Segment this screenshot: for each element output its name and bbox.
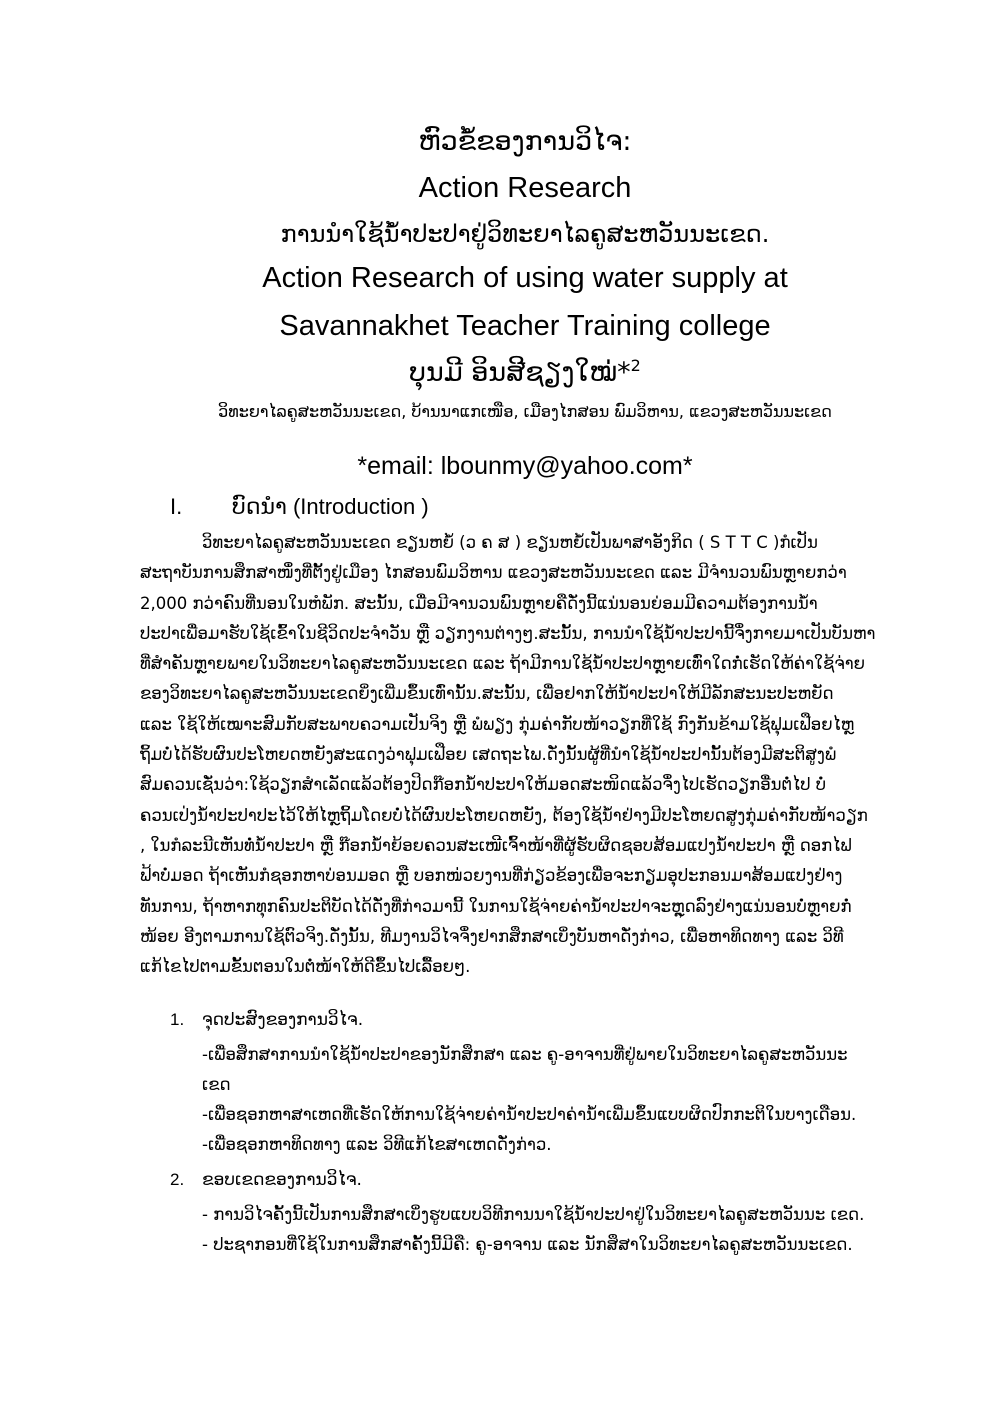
paragraph-line: ສົມຄວນເຊັ່ນວ່າ:ໃຊ້ວຽກສຳເລັດແລ້ວຕ້ອງປິດກ໊ອກນ້ຳປະປາໃຫ້ມອດສະໜິດແລ້ວຈຶ່ງໄປເຮັດວຽກອື່ນຕໍ່ໄປ ບໍ່ [140,775,827,795]
author-name-text: ບຸນມີ ອິນສີຊຽງໃໝ່* [409,357,631,388]
objectives-heading [170,1010,363,1030]
list-item: -ເພື່ອສຶກສາການນຳໃຊ້ນ້ຳປະປາຂອງນັກສຶກສາ ແລະ ຄູ-ອາຈານທີ່ຢູ່ພາຍໃນວິທະຍາໄລຄູສະຫວັນນະ [202,1045,848,1064]
section-title: ຈຸດປະສົງຂອງການວິໄຈ. [202,1010,364,1030]
list-item: - ການວິໄຈຄັ້ງນີ້ເປັນການສຶກສາເບິ່ງຮູບແບບວິທີການນາໃຊ້ນ້ຳປະປາຢູ່ໃນວິທະຍາໄລຄູສະຫວັນນະ ເຂດ. [202,1205,865,1224]
section-number: 2. [170,1170,185,1189]
paragraph-line: ແລະ ໃຊ້ໃຫ້ເໝາະສົມກັບສະພາບຄວາມເປັນຈິງ ຫຼື ພໍພຽງ ກຸ່ມຄ່າກັບໜ້າວຽກທີ່ໃຊ້ ກົງກັນຂ້າມໃຊ້ຟຸມເຟືອຍໄຫຼ [140,714,855,734]
list-item-continuation: ເຂດ [202,1075,231,1094]
paragraph-line: ທີ່ສຳຄັນຫຼາຍພາຍໃນວິທະຍາໄລຄູສະຫວັນນະເຂດ ແລະ ຖ້າມີການໃຊ້ນ້ຳປະປາຫຼາຍເທົ່າໃດກໍ່ເຮັດໃຫ້ຄ່າໃຊ້ຈ່າຍ [140,654,865,674]
paragraph-line: ວິທະຍາໄລຄູສະຫວັນນະເຂດ ຂຽນຫຍໍ້ (ວ ຄ ສ ) ຂຽນຫຍໍ້ເປັນພາສາອັງກິດ ( S T T C )ກໍເປັນ [202,533,818,552]
paragraph-line: ທັນການ, ຖ້າຫາກທຸກຄົນປະຕິບັດໄດ້ດັ່ງທີ່ກ່າວມານີ້ ໃນການໃຊ້ຈ່າຍຄ່ານ້ຳປະປາຈະຫຼຸດລົງຢ່າງແນ່ນອນບໍ່ຫຼາຍກໍ່ [140,896,852,916]
scope-heading [170,1170,362,1190]
list-item: -ເພື່ອຊອກຫາທິດທາງ ແລະ ວິທີແກ້ໄຂສາເຫດດັ່ງກ່າວ. [202,1135,552,1154]
lao-subtitle: ການນຳໃຊ້ນ້ຳປະປາຢູ່ວິທະຍາໄລຄູສະຫວັນນະເຂດ. [280,220,770,248]
introduction-paragraph [140,528,900,982]
list-item: -ເພື່ອຊອກຫາສາເຫດທີ່ເຮັດໃຫ້ການໃຊ້ຈ່າຍຄ່ານ້ຳປະປາຄ່ານ້ຳເພີ່ມຂຶ້ນແບບຜິດປົກກະຕິໃນບາງເດືອນ. [202,1105,857,1124]
paragraph-line: ຂອງວິທະຍາໄລຄູສະຫວັນນະເຂດຍິ່ງເພີ່ມຂຶ້ນເທົ່ານັ້ນ.ສະນັ້ນ, ເພື່ອຢາກໃຫ້ນ້ຳປະປາໃຫ້ມີລັກສະນະປະຫຍັດ [140,684,834,704]
paragraph-line: ຟ້າບໍ່ມອດ ຖ້າເຫັນກໍຊອກຫາບ່ອນມອດ ຫຼື ບອກໜ່ວຍງານທີ່ກ່ຽວຂ້ອງເພື່ອຈະກຽມອຸປະກອນມາສ້ອມແປງຢ່າງ [140,866,843,886]
english-subtitle-line2: Savannakhet Teacher Training college [279,310,771,342]
list-item: - ປະຊາກອນທີ່ໃຊ້ໃນການສຶກສາຄັ້ງນີ້ມີຄື: ຄູ-ອາຈານ ແລະ ນັກສຶສາໃນວິທະຍາໄລຄູສະຫວັນນະເຂດ. [202,1235,853,1254]
paragraph-line: ຄວນເປ່ງນ້ຳປະປາປະໄວ້ໃຫ້ໄຫຼຖິ້ມໂດຍບໍ່ໄດ້ຜົນປະໂຫຍດຫຍັງ, ຕ້ອງໃຊ້ນ້ຳຢ່າງມີປະໂຫຍດສູງກຸ່ມຄ່າກັບໜ້າວຽກ [140,805,868,825]
author-affiliation: ວິທະຍາໄລຄູສະຫວັນນະເຂດ, ບ້ານນາແກເໜືອ, ເມືອງໄກສອນ ພົມວິຫານ, ແຂວງສະຫວັນນະເຂດ [218,402,832,421]
author-superscript: 2 [630,356,641,375]
section-title: ຂອບເຂດຂອງການວິໄຈ. [202,1170,362,1190]
section-number: 1. [170,1010,185,1029]
paragraph-line: ສະຖາບັນການສຶກສາໜຶ່ງທີ່ຕັ້ງຢູ່ເມືອງ ໄກສອນພົມວິຫານ ແຂວງສະຫວັນນະເຂດ ແລະ ມີຈຳນວນພົນຫຼາຍກວ່າ [140,563,847,583]
section-number: I. [170,494,183,519]
section-title: ບົດນຳ (Introduction ) [232,494,429,519]
paragraph-line: ປະປາເພື່ອມາຮັບໃຊ້ເຂົ້າໃນຊີວິດປະຈຳວັນ ຫຼື ວຽກງານຕ່າງໆ.ສະນັ້ນ, ການນຳໃຊ້ນ້ຳປະປານີ້ຈຶ່ງກາຍມາເປັນບັນຫາ [140,623,876,643]
scope-list [202,1200,864,1260]
english-title: Action Research [418,172,632,204]
paragraph-line: ແກ້ໄຂໄປຕາມຂັ້ນຕອນໃນຕໍ່ໜ້າໃຫ້ດີຂຶ້ນໄປເລື້ອຍໆ. [140,957,471,977]
paragraph-line: ໜ້ອຍ ອີງຕາມການໃຊ້ຕົວຈິງ.ດັ່ງນັ້ນ, ທີມງານວິໄຈຈຶ່ງຢາກສຶກສາເບິ່ງບັນຫາດັ່ງກ່າວ, ເພື່ອຫາທິດທາງ ແລະ ວິທີ [140,926,844,946]
introduction-heading [170,494,429,520]
english-subtitle-line1: Action Research of using water supply at [262,262,788,294]
paragraph-line: , ໃນກໍລະນີເຫັນທໍ່ນ້ຳປະປາ ຫຼື ກ໊ອກນ້ຳຍ້ອຍຄວນສະເໜີເຈົ້າໜ້າທີ່ຜູ້ຮັບຜິດຊອບສ້ອມແປງນ້ຳປະປາ ຫຼື ດອກໄຟ [140,835,852,855]
paragraph-line: ຖິ້ມບໍ່ໄດ້ຮັບຜົນປະໂຫຍດຫຍັງສະແດງວ່າຟຸມເຟືອຍ ເສດຖະໄພ.ດັ່ງນັ້ນຜູ້ທີ່ນຳໃຊ້ນ້ຳປະປານັ້ນຕ້ອງມີສະຕິສູງພໍ [140,745,837,765]
objectives-list [202,1040,856,1160]
paragraph-line: 2,000 ກວ່າຄົນທີ່ນອນໃນຫໍພັກ. ສະນັ້ນ, ເມື່ອມີຈານວນພົນຫຼາຍຄືດັ່ງນີ້ແນ່ນອນຍ່ອມມີຄວາມຕ້ອງການນ້ຳ [140,593,818,613]
lao-title: ຫົວຂໍ້ຂອງການວິໄຈ: [418,126,632,157]
author-name [130,356,920,388]
author-email: *email: lbounmy@yahoo.com* [357,452,693,480]
